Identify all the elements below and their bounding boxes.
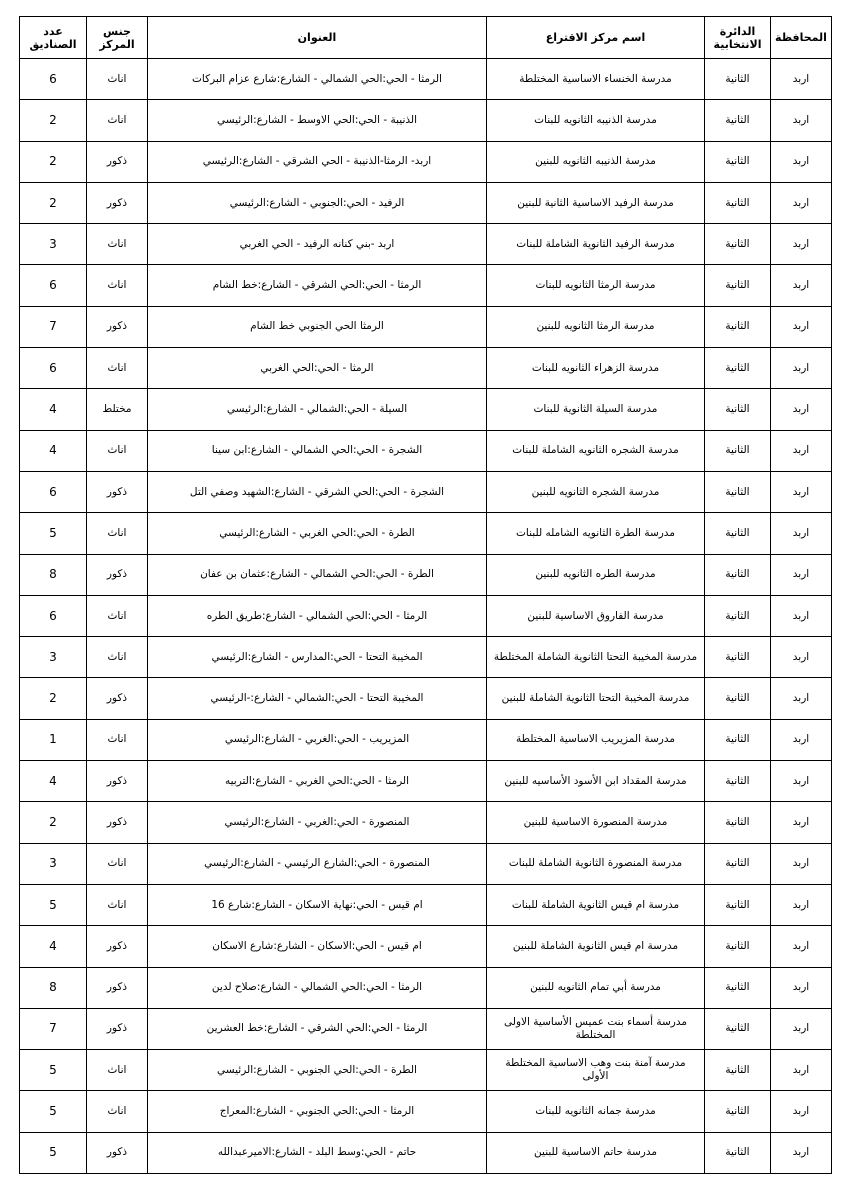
cell-address: ام قيس - الحي:نهاية الاسكان - الشارع:شارع 16	[148, 884, 487, 925]
cell-box-count: 3	[20, 637, 87, 678]
table-row	[20, 182, 832, 223]
table-header	[20, 17, 832, 59]
cell-address: الذنيبة - الحي:الحي الاوسط - الشارع:الرئيسي	[148, 100, 487, 141]
cell-box-count: 2	[20, 100, 87, 141]
cell-center-gender: اناث	[87, 59, 148, 100]
cell-governorate: اربد	[771, 884, 832, 925]
cell-box-count: 4	[20, 761, 87, 802]
cell-governorate: اربد	[771, 389, 832, 430]
cell-district: الثانية	[705, 306, 771, 347]
cell-governorate: اربد	[771, 761, 832, 802]
table-row	[20, 471, 832, 512]
cell-center-gender: ذكور	[87, 967, 148, 1008]
table-row	[20, 306, 832, 347]
cell-center-gender: اناث	[87, 843, 148, 884]
cell-governorate: اربد	[771, 182, 832, 223]
cell-address: الرفيد - الحي:الجنوبي - الشارع:الرئيسي	[148, 182, 487, 223]
cell-district: الثانية	[705, 141, 771, 182]
cell-center-gender: ذكور	[87, 678, 148, 719]
table-row	[20, 1008, 832, 1049]
header-address: العنوان	[148, 17, 487, 59]
cell-governorate: اربد	[771, 926, 832, 967]
cell-center-name: مدرسة الشجره الثانويه الشاملة للبنات	[487, 430, 705, 471]
cell-governorate: اربد	[771, 719, 832, 760]
cell-box-count: 7	[20, 1008, 87, 1049]
cell-center-name: مدرسة الذنيبه الثانويه للبنين	[487, 141, 705, 182]
cell-center-name: مدرسة آمنة بنت وهب الاساسية المختلطة الأولى	[487, 1050, 705, 1091]
cell-center-name: مدرسة أبي تمام الثانويه للبنين	[487, 967, 705, 1008]
cell-center-name: مدرسة المخيبة التحتا الثانوية الشاملة المختلطة	[487, 637, 705, 678]
cell-address: الرمثا - الحي:الحي الجنوبي - الشارع:المعراج	[148, 1091, 487, 1132]
cell-address: المنصورة - الحي:الشارع الرئيسي - الشارع:الرئيسي	[148, 843, 487, 884]
table-row	[20, 967, 832, 1008]
cell-governorate: اربد	[771, 802, 832, 843]
cell-district: الثانية	[705, 1132, 771, 1173]
table-row	[20, 884, 832, 925]
cell-address: الطرة - الحي:الحي الغربي - الشارع:الرئيسي	[148, 513, 487, 554]
cell-district: الثانية	[705, 182, 771, 223]
table-row	[20, 802, 832, 843]
cell-address: الرمثا - الحي:الحي الشمالي - الشارع:طريق الطره	[148, 595, 487, 636]
cell-district: الثانية	[705, 1008, 771, 1049]
table-row	[20, 513, 832, 554]
cell-center-name: مدرسة ام قيس الثانوية الشاملة للبنين	[487, 926, 705, 967]
cell-box-count: 7	[20, 306, 87, 347]
cell-governorate: اربد	[771, 513, 832, 554]
cell-governorate: اربد	[771, 306, 832, 347]
table-row	[20, 348, 832, 389]
cell-center-name: مدرسة السيلة الثانوية للبنات	[487, 389, 705, 430]
cell-center-name: مدرسة أسماء بنت عميس الأساسية الاولى المختلطة	[487, 1008, 705, 1049]
header-row	[20, 17, 832, 59]
cell-center-name: مدرسة الرمثا الثانويه للبنات	[487, 265, 705, 306]
cell-center-gender: اناث	[87, 100, 148, 141]
cell-center-gender: اناث	[87, 1091, 148, 1132]
cell-district: الثانية	[705, 884, 771, 925]
cell-district: الثانية	[705, 100, 771, 141]
cell-box-count: 6	[20, 348, 87, 389]
cell-center-name: مدرسة الفاروق الاساسية للبنين	[487, 595, 705, 636]
cell-district: الثانية	[705, 926, 771, 967]
cell-governorate: اربد	[771, 637, 832, 678]
cell-district: الثانية	[705, 1050, 771, 1091]
cell-box-count: 4	[20, 926, 87, 967]
cell-district: الثانية	[705, 967, 771, 1008]
cell-governorate: اربد	[771, 1008, 832, 1049]
cell-governorate: اربد	[771, 430, 832, 471]
cell-district: الثانية	[705, 761, 771, 802]
cell-district: الثانية	[705, 595, 771, 636]
cell-center-name: مدرسة الطرة الثانويه الشامله للبنات	[487, 513, 705, 554]
cell-address: الرمثا - الحي:الحي الشمالي - الشارع:شارع عزام البركات	[148, 59, 487, 100]
cell-district: الثانية	[705, 843, 771, 884]
cell-address: الرمثا الحي الجنوبي خط الشام	[148, 306, 487, 347]
cell-center-name: مدرسة ام قيس الثانوية الشاملة للبنات	[487, 884, 705, 925]
cell-box-count: 4	[20, 389, 87, 430]
cell-box-count: 6	[20, 265, 87, 306]
cell-box-count: 8	[20, 967, 87, 1008]
cell-box-count: 6	[20, 59, 87, 100]
cell-address: الشجرة - الحي:الحي الشرقي - الشارع:الشهيد وصفي التل	[148, 471, 487, 512]
table-row	[20, 265, 832, 306]
cell-center-gender: اناث	[87, 884, 148, 925]
cell-center-name: مدرسة المزيريب الاساسية المختلطة	[487, 719, 705, 760]
cell-center-name: مدرسة المقداد ابن الأسود الأساسيه للبنين	[487, 761, 705, 802]
cell-center-gender: ذكور	[87, 141, 148, 182]
cell-center-gender: اناث	[87, 224, 148, 265]
cell-box-count: 5	[20, 1091, 87, 1132]
header-center-name: اسم مركز الاقتراع	[487, 17, 705, 59]
cell-governorate: اربد	[771, 141, 832, 182]
cell-center-gender: ذكور	[87, 306, 148, 347]
cell-box-count: 2	[20, 802, 87, 843]
cell-address: الرمثا - الحي:الحي الشرقي - الشارع:خط العشرين	[148, 1008, 487, 1049]
cell-address: الطرة - الحي:الحي الشمالي - الشارع:عثمان بن عفان	[148, 554, 487, 595]
cell-address: المخيبة التحتا - الحي:الشمالي - الشارع:-الرئيسي	[148, 678, 487, 719]
cell-district: الثانية	[705, 389, 771, 430]
cell-center-name: مدرسة الزهراء الثانويه للبنات	[487, 348, 705, 389]
table-row	[20, 1091, 832, 1132]
cell-district: الثانية	[705, 224, 771, 265]
cell-box-count: 4	[20, 430, 87, 471]
header-center-gender: جنس المركز	[87, 17, 148, 59]
cell-box-count: 5	[20, 513, 87, 554]
cell-district: الثانية	[705, 471, 771, 512]
cell-governorate: اربد	[771, 224, 832, 265]
cell-box-count: 3	[20, 843, 87, 884]
cell-address: اربد- الرمثا-الذنيبة - الحي الشرقي - الشارع:الرئيسي	[148, 141, 487, 182]
cell-district: الثانية	[705, 59, 771, 100]
cell-center-name: مدرسة الطره الثانويه للبنين	[487, 554, 705, 595]
cell-governorate: اربد	[771, 843, 832, 884]
cell-center-gender: ذكور	[87, 761, 148, 802]
cell-address: الرمثا - الحي:الحي الشرقي - الشارع:خط الشام	[148, 265, 487, 306]
table-row	[20, 100, 832, 141]
cell-box-count: 6	[20, 471, 87, 512]
cell-address: الرمثا - الحي:الحي الغربي	[148, 348, 487, 389]
cell-address: الشجرة - الحي:الحي الشمالي - الشارع:ابن سينا	[148, 430, 487, 471]
cell-box-count: 3	[20, 224, 87, 265]
cell-governorate: اربد	[771, 471, 832, 512]
table-row	[20, 843, 832, 884]
table-row	[20, 719, 832, 760]
table-row	[20, 554, 832, 595]
cell-center-gender: ذكور	[87, 554, 148, 595]
cell-center-name: مدرسة الرفيد الاساسية الثانية للبنين	[487, 182, 705, 223]
cell-address: اربد -بني كنانه الرفيد - الحي الغربي	[148, 224, 487, 265]
cell-address: المخيبة التحتا - الحي:المدارس - الشارع:الرئيسي	[148, 637, 487, 678]
cell-center-name: مدرسة الرفيد الثانوية الشاملة للبنات	[487, 224, 705, 265]
cell-district: الثانية	[705, 678, 771, 719]
cell-center-gender: اناث	[87, 513, 148, 554]
cell-center-gender: اناث	[87, 637, 148, 678]
cell-address: الطرة - الحي:الحي الجنوبي - الشارع:الرئيسي	[148, 1050, 487, 1091]
cell-center-name: مدرسة الخنساء الاساسية المختلطة	[487, 59, 705, 100]
table-row	[20, 59, 832, 100]
cell-governorate: اربد	[771, 348, 832, 389]
cell-center-gender: مختلط	[87, 389, 148, 430]
cell-center-gender: ذكور	[87, 1132, 148, 1173]
table-row	[20, 761, 832, 802]
cell-address: حاتم - الحي:وسط البلد - الشارع:الاميرعبدالله	[148, 1132, 487, 1173]
cell-box-count: 5	[20, 1132, 87, 1173]
cell-governorate: اربد	[771, 59, 832, 100]
table-row	[20, 637, 832, 678]
cell-center-gender: اناث	[87, 430, 148, 471]
cell-center-gender: ذكور	[87, 1008, 148, 1049]
cell-center-name: مدرسة الذنيبه الثانويه للبنات	[487, 100, 705, 141]
cell-governorate: اربد	[771, 595, 832, 636]
cell-box-count: 2	[20, 182, 87, 223]
cell-governorate: اربد	[771, 967, 832, 1008]
cell-address: الرمثا - الحي:الحي الغربي - الشارع:التربيه	[148, 761, 487, 802]
table-row	[20, 1132, 832, 1173]
cell-governorate: اربد	[771, 1091, 832, 1132]
cell-center-name: مدرسة الرمثا الثانويه للبنين	[487, 306, 705, 347]
cell-box-count: 6	[20, 595, 87, 636]
cell-governorate: اربد	[771, 100, 832, 141]
table-row	[20, 678, 832, 719]
cell-center-name: مدرسة المنصورة الاساسية للبنين	[487, 802, 705, 843]
cell-center-gender: اناث	[87, 348, 148, 389]
cell-address: ام قيس - الحي:الاسكان - الشارع:شارع الاسكان	[148, 926, 487, 967]
cell-district: الثانية	[705, 554, 771, 595]
table-row	[20, 224, 832, 265]
cell-center-name: مدرسة جمانه الثانويه للبنات	[487, 1091, 705, 1132]
cell-center-name: مدرسة حاتم الاساسية للبنين	[487, 1132, 705, 1173]
cell-governorate: اربد	[771, 1132, 832, 1173]
cell-center-name: مدرسة الشجره الثانويه للبنين	[487, 471, 705, 512]
cell-governorate: اربد	[771, 1050, 832, 1091]
cell-center-gender: ذكور	[87, 471, 148, 512]
cell-district: الثانية	[705, 719, 771, 760]
cell-center-gender: اناث	[87, 265, 148, 306]
header-district: الدائرة الانتخابية	[705, 17, 771, 59]
table-body	[20, 59, 832, 1174]
table-row	[20, 595, 832, 636]
cell-box-count: 2	[20, 141, 87, 182]
cell-district: الثانية	[705, 265, 771, 306]
cell-box-count: 8	[20, 554, 87, 595]
cell-district: الثانية	[705, 430, 771, 471]
cell-center-gender: ذكور	[87, 926, 148, 967]
table-row	[20, 389, 832, 430]
cell-center-gender: ذكور	[87, 182, 148, 223]
header-box-count: عدد الصناديق	[20, 17, 87, 59]
cell-district: الثانية	[705, 1091, 771, 1132]
cell-box-count: 1	[20, 719, 87, 760]
table-row	[20, 430, 832, 471]
table-row	[20, 141, 832, 182]
polling-centers-table	[19, 16, 832, 1174]
cell-center-name: مدرسة المنصورة الثانوية الشاملة للبنات	[487, 843, 705, 884]
table-row	[20, 1050, 832, 1091]
cell-district: الثانية	[705, 513, 771, 554]
cell-center-gender: اناث	[87, 1050, 148, 1091]
cell-address: المزيريب - الحي:الغربي - الشارع:الرئيسي	[148, 719, 487, 760]
cell-district: الثانية	[705, 348, 771, 389]
table-row	[20, 926, 832, 967]
cell-center-gender: اناث	[87, 595, 148, 636]
header-governorate: المحافظة	[771, 17, 832, 59]
cell-address: الرمثا - الحي:الحي الشمالي - الشارع:صلاح لدين	[148, 967, 487, 1008]
cell-box-count: 5	[20, 1050, 87, 1091]
cell-address: السيلة - الحي:الشمالي - الشارع:الرئيسي	[148, 389, 487, 430]
cell-district: الثانية	[705, 802, 771, 843]
cell-box-count: 5	[20, 884, 87, 925]
cell-center-gender: ذكور	[87, 802, 148, 843]
cell-box-count: 2	[20, 678, 87, 719]
cell-center-gender: اناث	[87, 719, 148, 760]
cell-governorate: اربد	[771, 678, 832, 719]
cell-center-name: مدرسة المخيبة التحتا الثانوية الشاملة للبنين	[487, 678, 705, 719]
cell-district: الثانية	[705, 637, 771, 678]
cell-governorate: اربد	[771, 265, 832, 306]
cell-address: المنصورة - الحي:الغربي - الشارع:الرئيسي	[148, 802, 487, 843]
cell-governorate: اربد	[771, 554, 832, 595]
